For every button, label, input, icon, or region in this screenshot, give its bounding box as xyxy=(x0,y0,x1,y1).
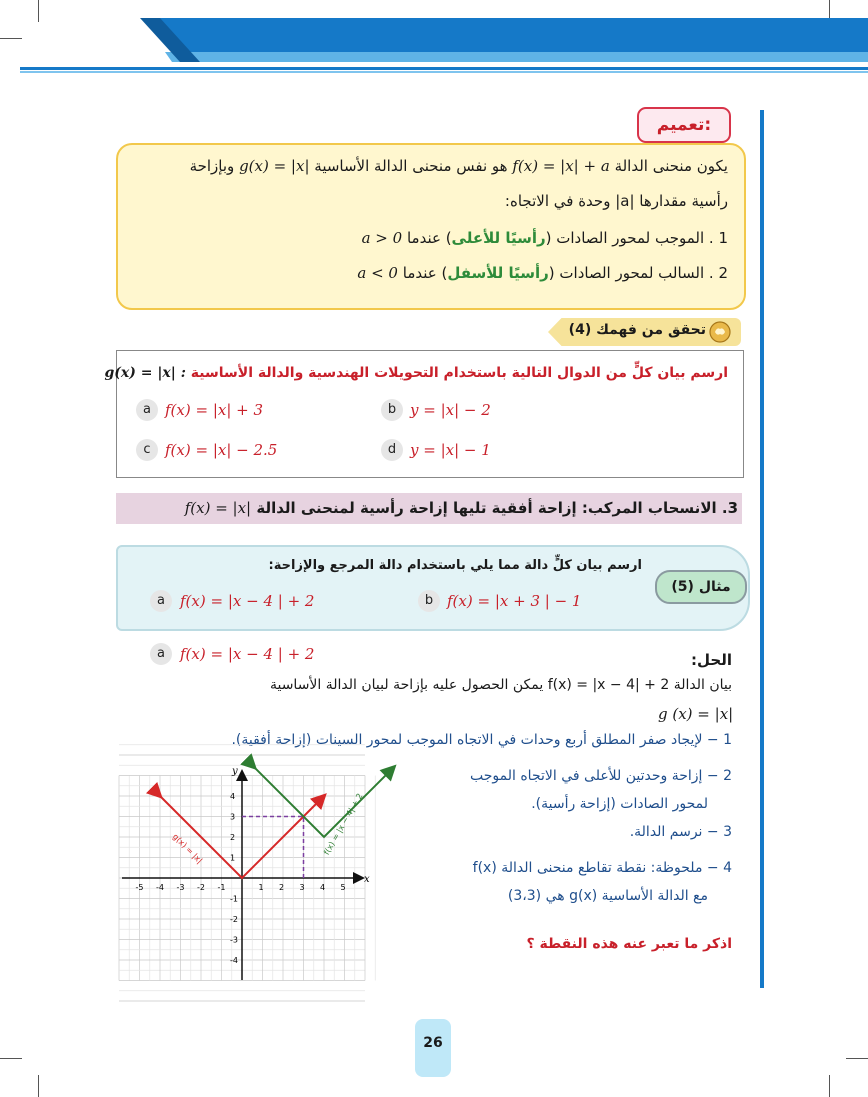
y-tick-label: -3 xyxy=(230,935,238,945)
example-tab: مثال (5) xyxy=(655,570,747,604)
solution-step1: 1 − لإيجاد صفر المطلق أربع وحدات في الاتجاه الموجب لمحور السينات (إزاحة أفقية). xyxy=(231,732,732,748)
y-tick-label: 3 xyxy=(230,812,236,822)
x-tick-label: -4 xyxy=(156,883,164,892)
check-item-a: f(x) = |x| + 3 xyxy=(165,401,264,419)
condition: a < 0 xyxy=(357,264,398,282)
check-item-d: y = |x| − 1 xyxy=(410,441,491,459)
solution-heading: الحل: xyxy=(691,651,732,669)
solution-line1: بيان الدالة f(x) = |x − 4| + 2 يمكن الحصول عليه بإزاحة لبيان الدالة الأساسية xyxy=(269,677,732,693)
check-item-c: f(x) = |x| − 2.5 xyxy=(165,441,278,459)
generalization-item1 xyxy=(362,229,728,247)
text: يكون منحنى الدالة xyxy=(614,157,728,175)
equation: g(x) = |x| : xyxy=(104,365,186,381)
solution-step4b: مع الدالة الأساسية g(x) هي (3،3) xyxy=(507,888,708,904)
solution-question: اذكر ما تعبر عنه هذه النقطة ؟ xyxy=(526,936,732,952)
check-understanding-title: تحقق من فهمك (4) xyxy=(568,322,706,338)
text: ) عندما xyxy=(406,229,452,247)
item-letter-a: a xyxy=(136,399,158,421)
equation: f(x) = |x| xyxy=(184,499,252,517)
crop-mark xyxy=(38,1075,39,1097)
x-tick-label: 1 xyxy=(258,883,264,892)
item-letter-a: a xyxy=(150,643,172,665)
x-tick-label: 2 xyxy=(279,883,285,892)
y-axis-label: y xyxy=(232,766,238,777)
example-prompt: ارسم بيان كلٍّ دالة مما يلي باستخدام دالة المرجع والإزاحة: xyxy=(268,558,642,573)
y-tick-label: -2 xyxy=(230,915,238,924)
crop-mark xyxy=(829,1075,830,1097)
item-letter-c: c xyxy=(136,439,158,461)
x-tick-label: -1 xyxy=(217,883,226,892)
x-tick-label: -5 xyxy=(135,883,144,892)
y-tick-label: 4 xyxy=(230,792,236,801)
text: ) عندما xyxy=(402,264,448,282)
g-series-label: g(x) = |x| xyxy=(170,832,205,866)
solution-step3: 3 − نرسم الدالة. xyxy=(629,824,732,840)
x-tick-label: 4 xyxy=(320,883,326,892)
item-letter-a: a xyxy=(150,590,172,612)
text: هو نفس منحنى الدالة الأساسية xyxy=(314,157,508,175)
graph xyxy=(118,766,368,986)
y-tick-label: 1 xyxy=(230,853,236,863)
text: 1 . الموجب لمحور الصادات ( xyxy=(545,229,728,247)
brain-icon xyxy=(708,320,732,344)
x-tick-label: 5 xyxy=(340,883,346,892)
solution-step2b: لمحور الصادات (إزاحة رأسية). xyxy=(531,796,708,812)
equation: g(x) = |x| xyxy=(239,157,310,175)
header-banner xyxy=(0,0,868,80)
section-heading xyxy=(185,499,738,517)
item-letter-b: b xyxy=(418,590,440,612)
text: 3. الانسحاب المركب: إزاحة أفقية تليها إزاحة رأسية لمنحنى الدالة xyxy=(256,499,738,517)
right-margin-bar xyxy=(760,110,764,988)
generalization-title: تعميم: xyxy=(637,107,731,143)
emphasis: رأسيًا للأسفل xyxy=(447,264,549,282)
generalization-line2: رأسية مقدارها |a| وحدة في الاتجاه: xyxy=(504,192,728,210)
example-item-b: f(x) = |x + 3 | − 1 xyxy=(447,592,582,610)
text: 2 . السالب لمحور الصادات ( xyxy=(548,264,728,282)
check-item-b: y = |x| − 2 xyxy=(410,401,491,419)
emphasis: رأسيًا للأعلى xyxy=(451,229,546,247)
solution-step2a: 2 − إزاحة وحدتين للأعلى في الاتجاه الموجب xyxy=(470,768,732,784)
check-prompt xyxy=(104,365,728,381)
x-tick-label: -3 xyxy=(176,883,185,892)
condition: a > 0 xyxy=(361,229,403,247)
x-tick-label: 3 xyxy=(299,883,305,892)
generalization-item2 xyxy=(357,264,728,282)
y-tick-label: -4 xyxy=(230,956,238,965)
page-number: 26 xyxy=(415,1019,451,1077)
x-tick-label: -2 xyxy=(197,883,205,892)
text: وبإزاحة xyxy=(189,157,235,175)
text: ارسم بيان كلٍّ من الدوال التالية باستخدام التحويلات الهندسية والدالة الأساسية xyxy=(190,365,728,381)
equation: f(x) = |x| + a xyxy=(512,157,610,175)
generalization-line1 xyxy=(190,157,728,175)
solution-step4a: 4 − ملحوظة: نقطة تقاطع منحنى الدالة f(x) xyxy=(472,860,732,876)
solution-line2: g (x) = |x| xyxy=(658,705,734,723)
item-letter-d: d xyxy=(381,439,403,461)
y-tick-label: 2 xyxy=(230,833,236,842)
f-series-label: f(x) = |x − 4| + 2 xyxy=(322,791,365,857)
y-tick-label: -1 xyxy=(230,894,238,904)
crop-mark xyxy=(0,1058,22,1059)
item-letter-b: b xyxy=(381,399,403,421)
x-axis-label: x xyxy=(364,874,370,885)
solution-part-eq: f(x) = |x − 4 | + 2 xyxy=(180,645,315,663)
example-item-a: f(x) = |x − 4 | + 2 xyxy=(180,592,315,610)
crop-mark xyxy=(846,1058,868,1059)
